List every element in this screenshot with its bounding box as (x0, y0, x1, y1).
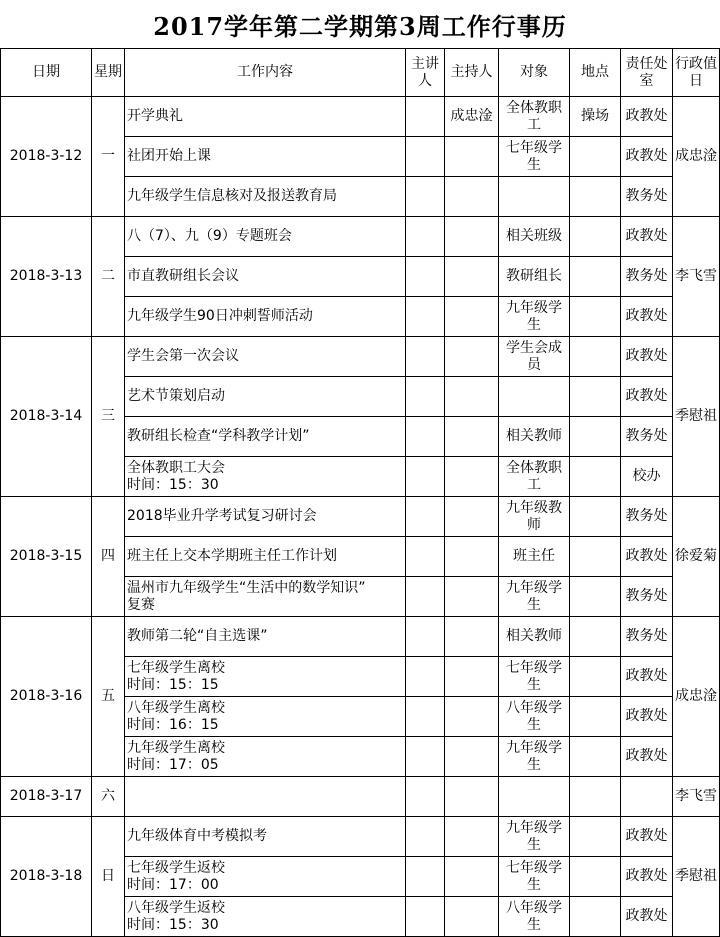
header-target: 对象 (499, 49, 570, 97)
speaker-cell (406, 577, 445, 617)
office-cell: 政教处 (621, 657, 673, 697)
content-cell (125, 297, 406, 337)
content-cell (125, 617, 406, 657)
content-line: 时间：15：30 (127, 916, 219, 933)
office-cell: 政教处 (621, 297, 673, 337)
date-cell: 2018-3-13 (1, 217, 92, 337)
location-cell (570, 817, 621, 857)
speaker-cell (406, 97, 445, 137)
content-line: 教师第二轮“自主选课” (127, 628, 268, 644)
header-location: 地点 (570, 49, 621, 97)
location-cell (570, 417, 621, 457)
host-cell (445, 817, 499, 857)
content-line: 学生会第一次会议 (127, 348, 239, 364)
location-cell (570, 537, 621, 577)
location-cell (570, 617, 621, 657)
location-cell (570, 897, 621, 937)
host-cell (445, 377, 499, 417)
content-cell (125, 657, 406, 697)
location-cell (570, 337, 621, 377)
location-cell (570, 377, 621, 417)
office-cell: 教务处 (621, 177, 673, 217)
target-cell: 相关班级 (499, 217, 570, 257)
host-cell (445, 657, 499, 697)
target-cell (499, 177, 570, 217)
speaker-cell (406, 297, 445, 337)
speaker-cell (406, 257, 445, 297)
speaker-cell (406, 177, 445, 217)
target-cell: 七年级学生 (499, 657, 570, 697)
header-host: 主持人 (445, 49, 499, 97)
content-line: 七年级学生离校 (127, 659, 225, 676)
table-row (1, 497, 720, 537)
table-row (1, 217, 720, 257)
speaker-cell (406, 497, 445, 537)
admin-duty-cell: 李飞雪 (673, 217, 720, 337)
location-cell (570, 737, 621, 777)
speaker-cell (406, 337, 445, 377)
speaker-cell (406, 777, 445, 817)
speaker-cell (406, 737, 445, 777)
content-line: 时间：16：15 (127, 716, 219, 733)
admin-duty-cell: 成忠淦 (673, 617, 720, 777)
admin-duty-cell: 季慰祖 (673, 337, 720, 497)
speaker-cell (406, 897, 445, 937)
speaker-cell (406, 417, 445, 457)
host-cell (445, 417, 499, 457)
content-line: 艺术节策划启动 (127, 388, 225, 404)
host-cell (445, 217, 499, 257)
weekday-cell: 二 (92, 217, 125, 337)
content-cell (125, 417, 406, 457)
host-cell (445, 537, 499, 577)
host-cell (445, 897, 499, 937)
content-line: 九年级体育中考模拟考 (127, 828, 267, 844)
date-cell: 2018-3-18 (1, 817, 92, 937)
host-cell (445, 297, 499, 337)
speaker-cell (406, 457, 445, 497)
speaker-cell (406, 617, 445, 657)
content-line: 教研组长检查“学科教学计划” (127, 428, 310, 444)
content-line: 九年级学生信息核对及报送教育局 (127, 188, 337, 204)
admin-duty-cell: 徐爱菊 (673, 497, 720, 617)
content-cell (125, 337, 406, 377)
weekday-cell: 五 (92, 617, 125, 777)
office-cell: 政教处 (621, 737, 673, 777)
office-cell: 政教处 (621, 137, 673, 177)
content-line: 七年级学生返校 (127, 859, 225, 876)
location-cell: 操场 (570, 97, 621, 137)
header-admin: 行政值日 (673, 49, 720, 97)
content-line: 时间：17：00 (127, 876, 219, 893)
speaker-cell (406, 377, 445, 417)
content-line: 班主任上交本学期班主任工作计划 (127, 548, 337, 564)
host-cell (445, 137, 499, 177)
target-cell: 九年级学生 (499, 737, 570, 777)
target-cell (499, 777, 570, 817)
target-cell: 七年级学生 (499, 857, 570, 897)
location-cell (570, 297, 621, 337)
office-cell: 教务处 (621, 257, 673, 297)
schedule-table (0, 48, 720, 937)
admin-duty-cell: 李飞雪 (673, 777, 720, 817)
content-cell (125, 257, 406, 297)
location-cell (570, 577, 621, 617)
office-cell (621, 777, 673, 817)
office-cell: 校办 (621, 457, 673, 497)
table-row (1, 777, 720, 817)
content-line: 时间：15：15 (127, 676, 219, 693)
content-line: 八年级学生返校 (127, 899, 225, 916)
table-row (1, 617, 720, 657)
host-cell (445, 777, 499, 817)
location-cell (570, 217, 621, 257)
weekday-cell: 六 (92, 777, 125, 817)
weekday-cell: 三 (92, 337, 125, 497)
table-row (1, 337, 720, 377)
host-cell (445, 857, 499, 897)
content-cell (125, 817, 406, 857)
header-office: 责任处室 (621, 49, 673, 97)
office-cell: 政教处 (621, 897, 673, 937)
target-cell: 全体教职工 (499, 97, 570, 137)
target-cell: 九年级教师 (499, 497, 570, 537)
host-cell (445, 697, 499, 737)
date-cell: 2018-3-16 (1, 617, 92, 777)
speaker-cell (406, 137, 445, 177)
office-cell: 政教处 (621, 697, 673, 737)
location-cell (570, 257, 621, 297)
target-cell (499, 377, 570, 417)
content-cell (125, 697, 406, 737)
office-cell: 政教处 (621, 817, 673, 857)
location-cell (570, 137, 621, 177)
office-cell: 政教处 (621, 337, 673, 377)
target-cell: 九年级学生 (499, 297, 570, 337)
header-speaker: 主讲人 (406, 49, 445, 97)
office-cell: 政教处 (621, 857, 673, 897)
target-cell: 相关教师 (499, 617, 570, 657)
content-line: 九年级学生90日冲刺誓师活动 (127, 308, 313, 324)
host-cell (445, 457, 499, 497)
content-line: 九年级学生离校 (127, 739, 225, 756)
location-cell (570, 657, 621, 697)
content-cell (125, 177, 406, 217)
target-cell: 学生会成员 (499, 337, 570, 377)
target-cell: 八年级学生 (499, 697, 570, 737)
host-cell (445, 577, 499, 617)
content-cell (125, 497, 406, 537)
content-cell (125, 737, 406, 777)
location-cell (570, 457, 621, 497)
content-line: 时间：15：30 (127, 476, 219, 493)
location-cell (570, 697, 621, 737)
office-cell: 教务处 (621, 577, 673, 617)
content-line: 开学典礼 (127, 108, 183, 124)
date-cell: 2018-3-15 (1, 497, 92, 617)
date-cell: 2018-3-14 (1, 337, 92, 497)
speaker-cell (406, 817, 445, 857)
content-cell (125, 537, 406, 577)
schedule-body (1, 97, 720, 937)
header-content: 工作内容 (125, 49, 406, 97)
office-cell: 教务处 (621, 497, 673, 537)
office-cell: 教务处 (621, 617, 673, 657)
location-cell (570, 777, 621, 817)
content-line: 2018毕业升学考试复习研讨会 (127, 508, 317, 524)
location-cell (570, 177, 621, 217)
content-line: 八年级学生离校 (127, 699, 225, 716)
content-cell (125, 857, 406, 897)
content-cell (125, 457, 406, 497)
host-cell (445, 737, 499, 777)
admin-duty-cell: 成忠淦 (673, 97, 720, 217)
host-cell (445, 177, 499, 217)
header-date: 日期 (1, 49, 92, 97)
target-cell: 八年级学生 (499, 897, 570, 937)
content-line: 市直教研组长会议 (127, 268, 239, 284)
target-cell: 全体教职工 (499, 457, 570, 497)
content-cell (125, 377, 406, 417)
content-line: 全体教职工大会 (127, 459, 225, 476)
office-cell: 政教处 (621, 537, 673, 577)
location-cell (570, 497, 621, 537)
host-cell: 成忠淦 (445, 97, 499, 137)
date-cell: 2018-3-12 (1, 97, 92, 217)
content-line: 复赛 (127, 596, 155, 613)
content-cell (125, 217, 406, 257)
speaker-cell (406, 217, 445, 257)
location-cell (570, 857, 621, 897)
target-cell: 班主任 (499, 537, 570, 577)
table-row (1, 97, 720, 137)
header-row (1, 49, 720, 97)
weekday-cell: 四 (92, 497, 125, 617)
content-cell (125, 137, 406, 177)
target-cell: 教研组长 (499, 257, 570, 297)
content-line: 社团开始上课 (127, 148, 211, 164)
office-cell: 政教处 (621, 217, 673, 257)
header-weekday: 星期 (92, 49, 125, 97)
host-cell (445, 257, 499, 297)
page-title: 2017学年第二学期第3周工作行事历 (153, 11, 567, 41)
office-cell: 政教处 (621, 377, 673, 417)
host-cell (445, 617, 499, 657)
target-cell: 九年级学生 (499, 577, 570, 617)
content-cell (125, 577, 406, 617)
content-cell (125, 777, 406, 817)
content-line: 八（7）、九（9）专题班会 (127, 228, 292, 244)
speaker-cell (406, 657, 445, 697)
office-cell: 政教处 (621, 97, 673, 137)
speaker-cell (406, 697, 445, 737)
admin-duty-cell: 季慰祖 (673, 817, 720, 937)
date-cell: 2018-3-17 (1, 777, 92, 817)
content-cell (125, 897, 406, 937)
weekday-cell: 一 (92, 97, 125, 217)
target-cell: 七年级学生 (499, 137, 570, 177)
content-line: 温州市九年级学生“生活中的数学知识” (127, 579, 366, 596)
host-cell (445, 337, 499, 377)
speaker-cell (406, 857, 445, 897)
content-cell (125, 97, 406, 137)
content-line: 时间：17：05 (127, 756, 219, 773)
target-cell: 相关教师 (499, 417, 570, 457)
target-cell: 九年级学生 (499, 817, 570, 857)
table-row (1, 817, 720, 857)
office-cell: 教务处 (621, 417, 673, 457)
speaker-cell (406, 537, 445, 577)
host-cell (445, 497, 499, 537)
weekday-cell: 日 (92, 817, 125, 937)
